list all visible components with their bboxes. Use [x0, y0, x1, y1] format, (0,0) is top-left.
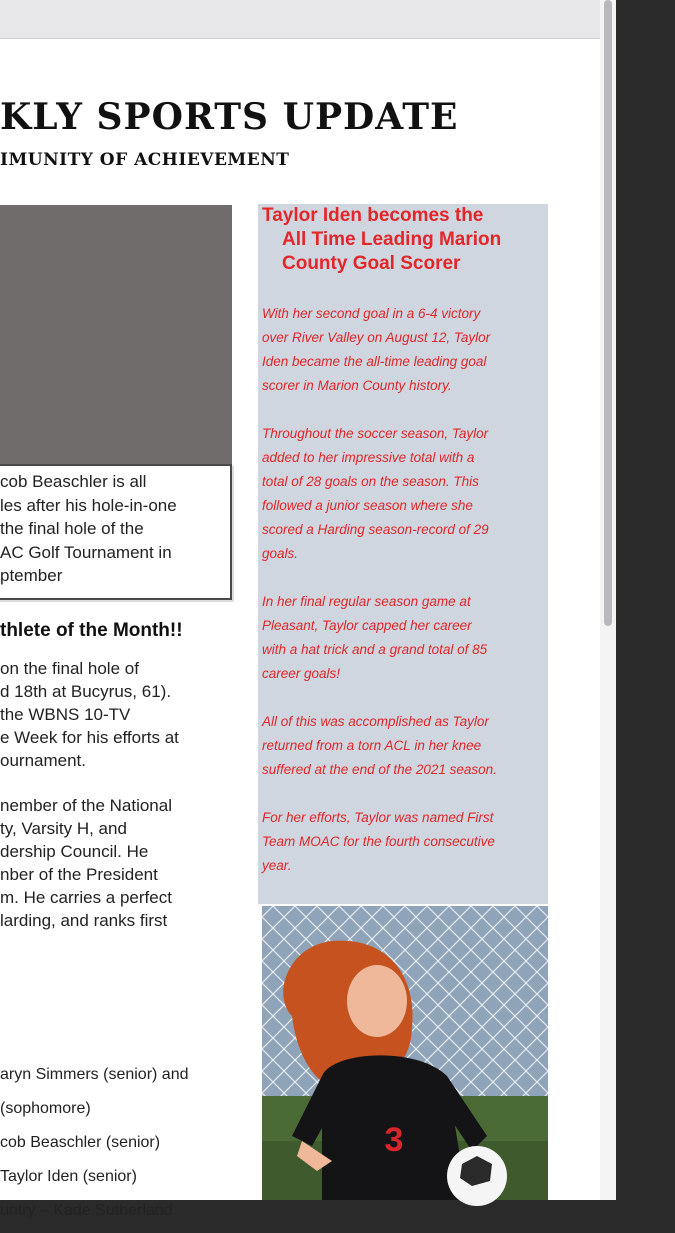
caption-line: les after his hole-in-one: [0, 495, 177, 515]
caption-line: ptember: [0, 566, 63, 585]
feature-line: scorer in Marion County history.: [262, 378, 452, 393]
newsletter-subtitle: IMUNITY OF ACHIEVEMENT: [0, 150, 290, 170]
feature-line: career goals!: [262, 666, 341, 681]
list-item: aryn Simmers (senior) and: [0, 1066, 189, 1083]
list-item: untry – Kade Sutherland: [0, 1202, 173, 1219]
feature-line: With her second goal in a 6-4 victory: [262, 306, 481, 321]
caption-line: the final hole of the: [0, 519, 144, 538]
honors-list: [0, 1063, 189, 1233]
feature-line: followed a junior season where she: [262, 498, 473, 513]
soccer-player-photo: [262, 906, 548, 1200]
list-item: (sophomore): [0, 1100, 91, 1117]
article-line: ty, Varsity H, and: [0, 819, 127, 838]
feature-line: In her final regular season game at: [262, 594, 471, 609]
athlete-article: [0, 657, 179, 932]
feature-line: For her efforts, Taylor was named First: [262, 810, 494, 825]
feature-line: over River Valley on August 12, Taylor: [262, 330, 491, 345]
feature-line: Throughout the soccer season, Taylor: [262, 426, 489, 441]
viewer-toolbar: [0, 0, 616, 39]
feature-line: returned from a torn ACL in her knee: [262, 738, 482, 753]
list-item: Taylor Iden (senior): [0, 1168, 137, 1185]
athlete-of-month-heading: thlete of the Month!!: [0, 620, 183, 641]
feature-line: with a hat trick and a grand total of 85: [262, 642, 488, 657]
golf-photo-placeholder: [0, 205, 232, 467]
article-line: on the final hole of: [0, 659, 139, 678]
article-line: larding, and ranks first: [0, 911, 168, 930]
feature-line: goals.: [262, 546, 299, 561]
feature-line: total of 28 goals on the season. This: [262, 474, 479, 489]
feature-title-line: Taylor Iden becomes the: [262, 205, 484, 226]
article-line: the WBNS 10-TV: [0, 705, 131, 724]
caption-line: cob Beaschler is all: [0, 472, 147, 491]
article-line: d 18th at Bucyrus, 61).: [0, 682, 172, 701]
list-item: cob Beaschler (senior): [0, 1134, 161, 1151]
soccer-photo-illustration: [262, 906, 548, 1200]
feature-line: scored a Harding season-record of 29: [262, 522, 489, 537]
feature-line: Team MOAC for the fourth consecutive: [262, 834, 495, 849]
article-line: m. He carries a perfect: [0, 888, 172, 907]
newsletter-title: KLY SPORTS UPDATE: [0, 96, 459, 138]
feature-line: added to her impressive total with a: [262, 450, 475, 465]
article-line: nber of the President: [0, 865, 158, 884]
caption-line: AC Golf Tournament in: [0, 542, 172, 562]
article-line: e Week for his efforts at: [0, 728, 179, 747]
feature-line: All of this was accomplished as Taylor: [262, 714, 489, 729]
feature-title-line: County Goal Scorer: [282, 253, 461, 274]
article-line: ournament.: [0, 751, 86, 770]
scrollbar-thumb[interactable]: [604, 0, 612, 626]
feature-title: [262, 204, 547, 276]
jersey-number: 3: [384, 1121, 404, 1159]
feature-line: year.: [262, 858, 292, 873]
feature-title-line: All Time Leading Marion: [282, 229, 502, 250]
feature-article: [262, 302, 547, 878]
photo-caption: [0, 470, 230, 588]
article-line: dership Council. He: [0, 842, 149, 861]
feature-line: suffered at the end of the 2021 season.: [262, 762, 497, 777]
feature-line: Iden became the all-time leading goal: [262, 354, 487, 369]
article-line: nember of the National: [0, 796, 172, 815]
feature-line: Pleasant, Taylor capped her career: [262, 618, 472, 633]
